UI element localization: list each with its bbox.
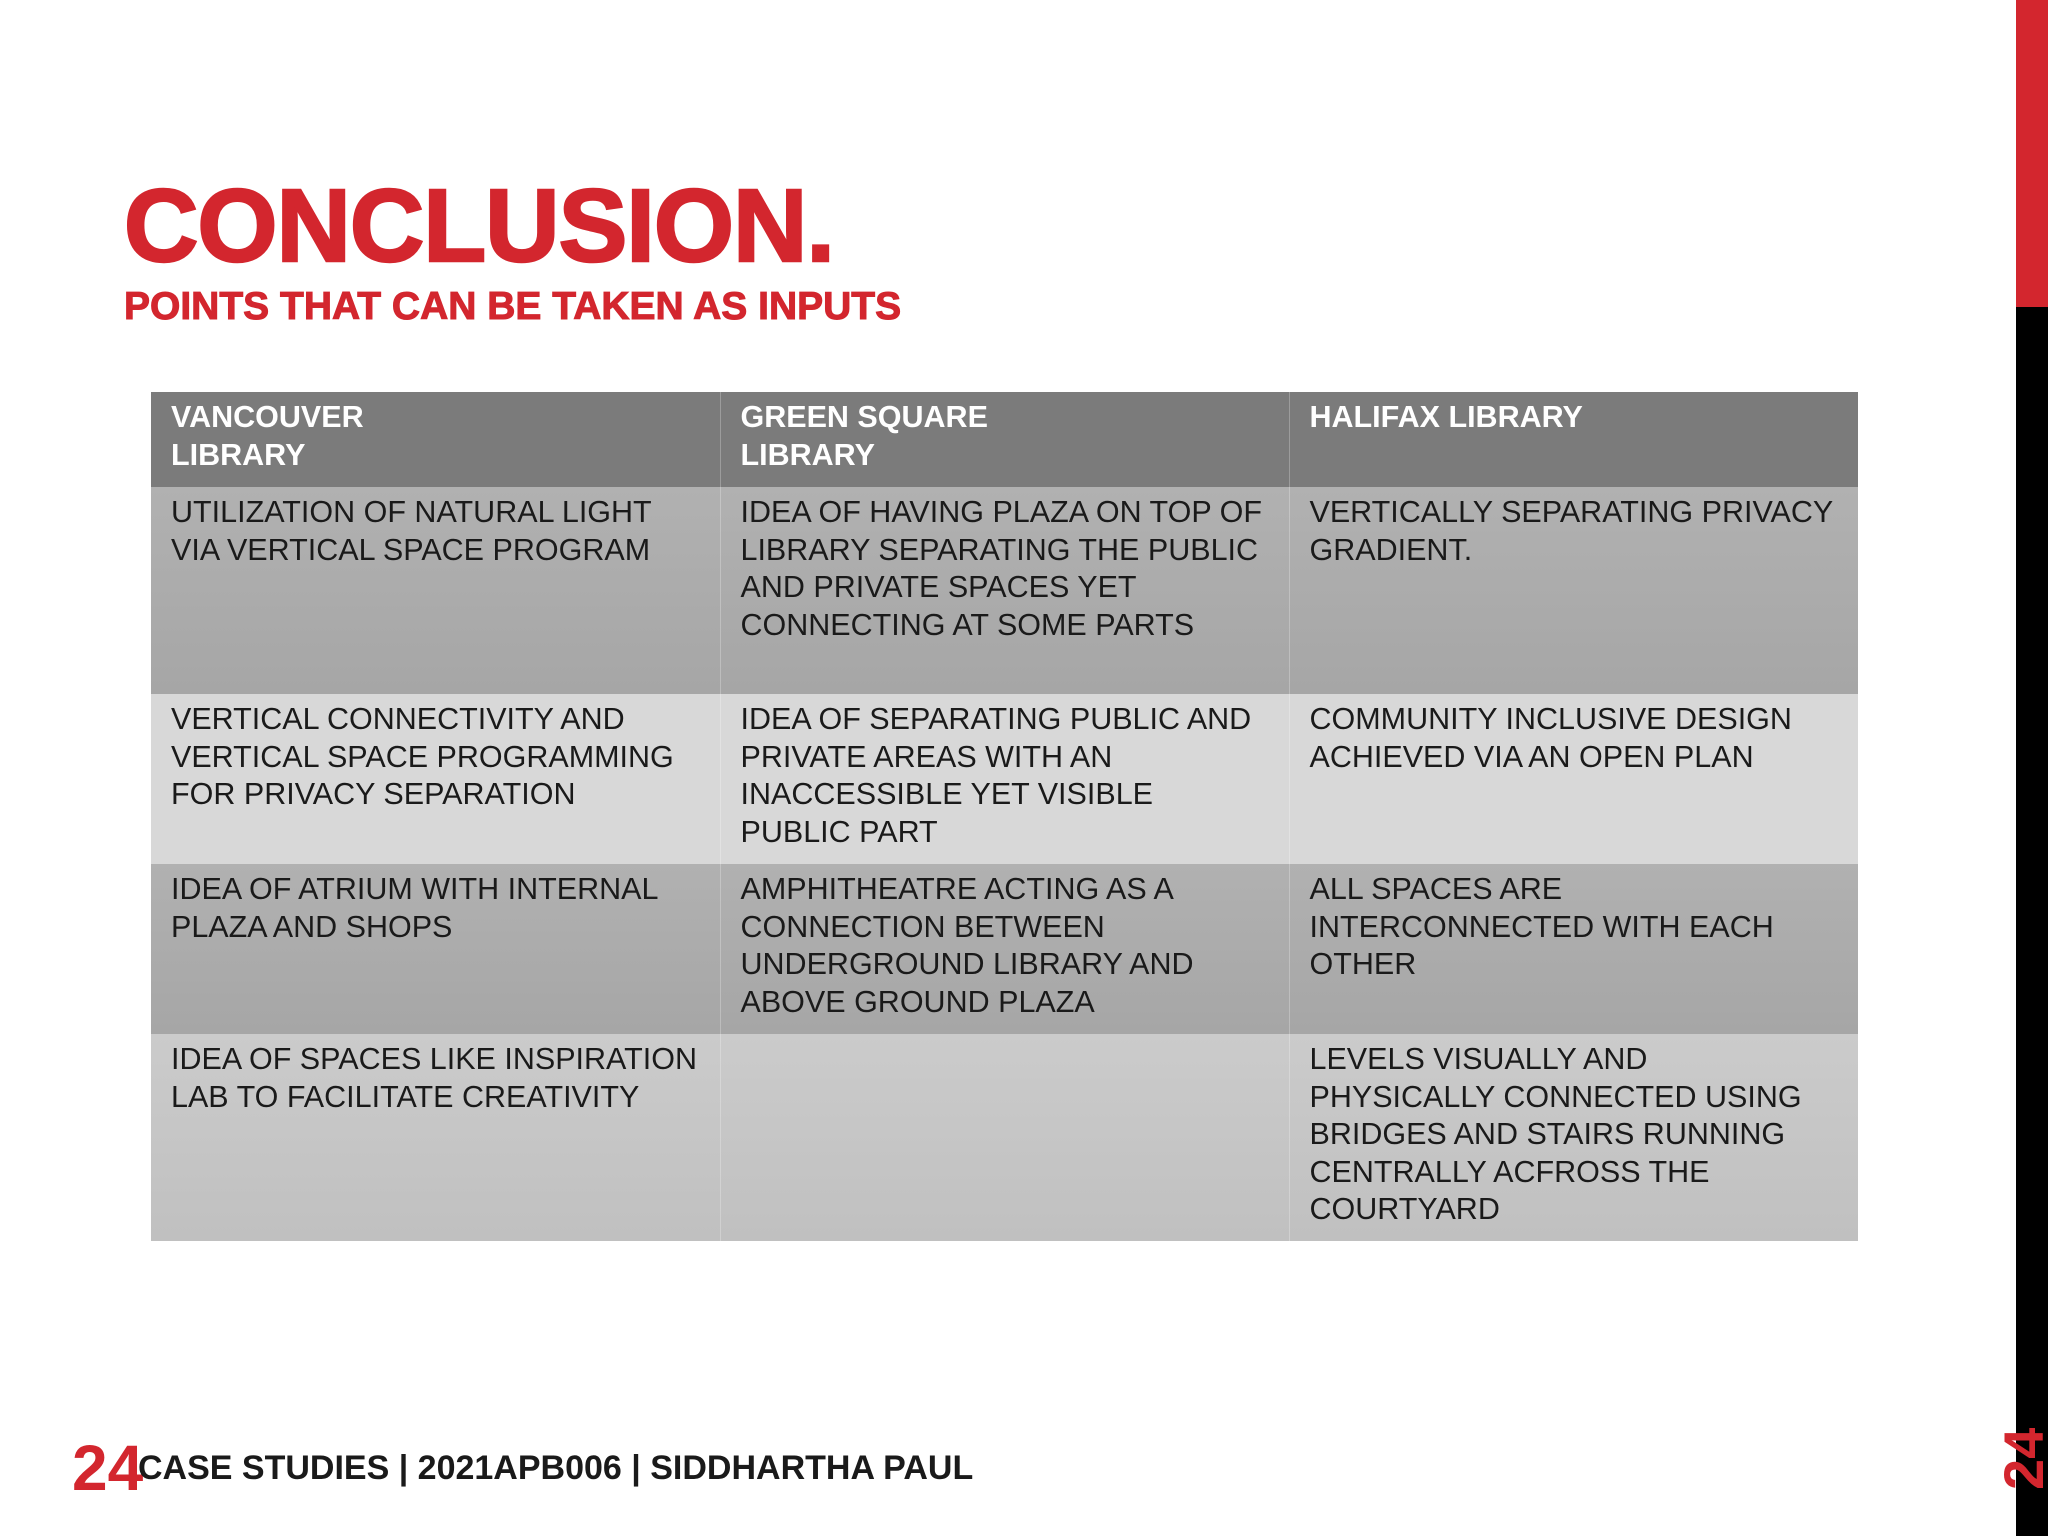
comparison-table <box>151 392 1858 1241</box>
header-halifax-library <box>1289 392 1858 487</box>
header-green-square-library <box>720 392 1289 487</box>
footer-text: CASE STUDIES | 2021APB006 | SIDDHARTHA PAUL <box>138 1449 974 1487</box>
table-header-row <box>151 392 1858 487</box>
table-cell: COMMUNITY INCLUSIVE DESIGN ACHIEVED VIA AN OPEN PLAN <box>1289 694 1858 864</box>
table-cell: UTILIZATION OF NATURAL LIGHT VIA VERTICAL SPACE PROGRAM <box>151 487 720 694</box>
table-row <box>151 1034 1858 1241</box>
table-cell: VERTICAL CONNECTIVITY AND VERTICAL SPACE PROGRAMMING FOR PRIVACY SEPARATION <box>151 694 720 864</box>
table-row <box>151 487 1858 694</box>
side-accent-bar-black <box>2016 307 2048 1536</box>
table-cell: IDEA OF HAVING PLAZA ON TOP OF LIBRARY SEPARATING THE PUBLIC AND PRIVATE SPACES YET CONNECTING AT SOME PARTS <box>720 487 1289 694</box>
table-cell <box>720 1034 1289 1241</box>
slide-subtitle: POINTS THAT CAN BE TAKEN AS INPUTS <box>124 285 902 328</box>
table-cell: AMPHITHEATRE ACTING AS A CONNECTION BETWEEN UNDERGROUND LIBRARY AND ABOVE GROUND PLAZA <box>720 864 1289 1034</box>
side-accent-bar-red <box>2016 0 2048 307</box>
header-green-square-line1: GREEN SQUARE LIBRARY <box>740 400 988 472</box>
table-cell: IDEA OF SPACES LIKE INSPIRATION LAB TO FACILITATE CREATIVITY <box>151 1034 720 1241</box>
header-halifax-line1: HALIFAX LIBRARY <box>1309 400 1583 434</box>
header-vancouver-library <box>151 392 720 487</box>
slide-title: CONCLUSION. <box>124 168 834 283</box>
table-row <box>151 864 1858 1034</box>
table-cell: LEVELS VISUALLY AND PHYSICALLY CONNECTED USING BRIDGES AND STAIRS RUNNING CENTRALLY ACFROSS THE COURTYARD <box>1289 1034 1858 1241</box>
table-cell: VERTICALLY SEPARATING PRIVACY GRADIENT. <box>1289 487 1858 694</box>
table-cell: IDEA OF SEPARATING PUBLIC AND PRIVATE AREAS WITH AN INACCESSIBLE YET VISIBLE PUBLIC PART <box>720 694 1289 864</box>
table-row <box>151 694 1858 864</box>
table-cell: IDEA OF ATRIUM WITH INTERNAL PLAZA AND SHOPS <box>151 864 720 1034</box>
table-cell: ALL SPACES ARE INTERCONNECTED WITH EACH OTHER <box>1289 864 1858 1034</box>
footer-page-number: 24 <box>72 1432 144 1504</box>
side-page-number: 24 <box>1992 1427 2055 1490</box>
header-vancouver-line1: VANCOUVER LIBRARY <box>171 400 364 472</box>
